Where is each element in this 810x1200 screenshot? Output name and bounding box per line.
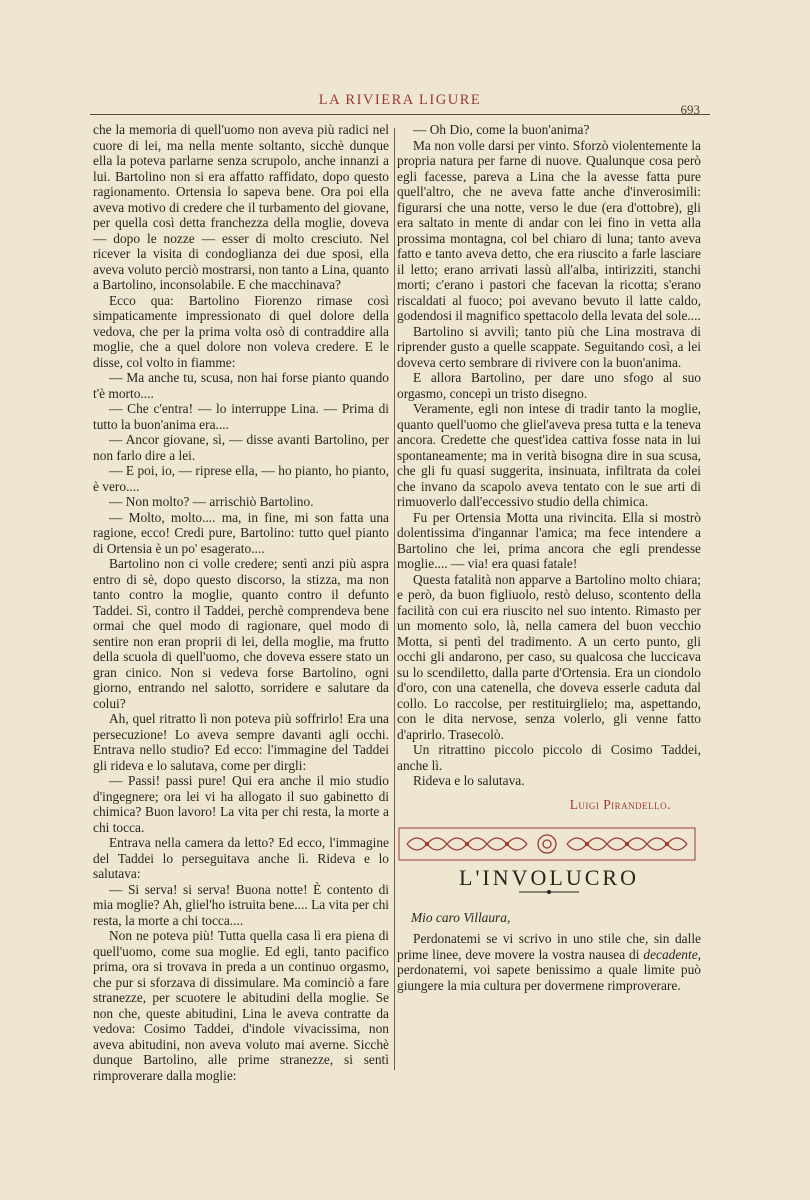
dialogue-line: — Passi! passi pure! Qui era anche il mio studio d'ingegnere; ora lei vi ha allogato il suo gabinetto di chimica? Buon lavoro! La vita per chi resta, la morte a chi tocca. (93, 773, 389, 835)
paragraph: Rideva e lo salutava. (413, 773, 525, 788)
text-run: Perdonatemi se vi scrivo in uno stile che, sin dalle prime linee, deve movere la vostra nausea di (397, 931, 701, 962)
dialogue-line: — Che c'entra! — lo interruppe Lina. — Prima di tutto la buon'anima era.... (93, 401, 389, 432)
paragraph (397, 931, 701, 993)
dialogue-line: — Si serva! si serva! Buona notte! È contento di mia moglie? Ah, gliel'ho istruita bene.... La vita per chi resta, la morte a chi tocca.... (93, 881, 389, 928)
paragraph: E allora Bartolino, per dare uno sfogo al suo orgasmo, concepì un tristo disegno. (397, 370, 701, 401)
dialogue-line: — Non molto? — arrischiò Bartolino. (109, 494, 314, 509)
paragraph: Bartolino si avvilì; tanto più che Lina mostrava di riprender gusto a quelle scappate. Seguitando così, a lei doveva certo sembrare di rivivere con la buon'anima. (397, 323, 701, 370)
paragraph: Bartolino non ci volle credere; sentì anzi più aspra entro di sè, dopo questo discorso, la stizza, ma non tanto contro la moglie, quanto contro il defunto Taddei. Sì, contro il Taddei, perchè comprendeva bene ormai che quel modo di ragionare, quel modo di sentire non eran proprii di lei, della moglie, ma frutto della scuola di quell'uomo, che doveva essere stato un gran cinico. Non si vedeva forse Bartolino, ogni giorno, entrando nel salotto, sorridere e salutare da colui? (93, 556, 389, 711)
italic-word: decadente, (643, 946, 701, 962)
author-signature: Luigi Pirandello. (569, 796, 671, 812)
page-header (90, 92, 710, 118)
paragraph: Un ritrattino piccolo piccolo di Cosimo Taddei, anche lì. (397, 742, 701, 773)
paragraph: Questa fatalità non apparve a Bartolino molto chiara; e però, da buon figliuolo, restò deluso, scontento della facilità con cui era riuscito nel suo intento. Rimasto per un momento solo, là, nella camera del buon vecchio Motta, si pentì del tradimento. A un certo punto, gli occhi gli andarono, per caso, su qualcosa che luccicava su lo scendiletto, dalla parte d'Ortensia. Era un ciondolo d'oro, con una catenella, che doveva esserle caduta dal collo. Lo raccolse, per restituirglielo; ma, aspettando, con le dita nervose, senza volerlo, gli venne fatto d'aprirlo. Trasecolò. (397, 571, 701, 742)
paragraph: Ah, quel ritratto lì non poteva più soffrirlo! Era una persecuzione! Lo aveva sempre davanti agli occhi. Entrava nello studio? Ed ecco: l'immagine del Taddei gli rideva e lo salutava, come per dirgli: (93, 711, 389, 773)
page-number: 693 (680, 102, 700, 117)
paragraph: Veramente, egli non intese di tradir tanto la moglie, quanto quell'uomo che gliel'aveva presa tutta e la teneva ancora. Credette che quest'idea cattiva fosse nata in lui spontaneamente; ma in verità bisogna dire in sua scusa, che gli fu quasi suggerita, insinuata, infiltrata da colei che invano da scapolo aveva tentato con le sue arti di rimuoverlo dall'eccessivo studio della chimica. (397, 401, 701, 509)
paragraph: Fu per Ortensia Motta una rivincita. Ella si mostrò dolentissima d'ingannar l'amica; ma fece intendere a Bartolino che lei, prima ancora che egli prendesse moglie.... — via! era quasi fatale! (397, 509, 701, 571)
dialogue-line: — Oh Dio, come la buon'anima? (413, 122, 590, 137)
paragraph: Ma non volle darsi per vinto. Sforzò violentemente la propria natura per farne di nuove. Qualunque cosa però egli facesse, pareva a Lina che la avesse fatta pure quell'altro, che ne aveva fatte anche d'inverosimili: figurarsi che una notte, verso le due (era d'ottobre), gli era saltato in mente di andar con lei fino in vetta alla prossima montagna, col bel chiaro di luna; tanto aveva fatto e tanto aveva detto, che era riuscito a farle lasciare il letto; erano arrivati lassù all'alba, intirizziti, stanchi morti; c'erano i pastori che facevan la ricotta; s'erano riscaldati al fuoco; poi avevano bevuto il latte caldo, godendosi il magnifico spettacolo della levata del sole.... (397, 137, 701, 323)
article-title: L'INVOLUCRO (459, 865, 639, 890)
journal-title: LA RIVIERA LIGURE (318, 92, 482, 108)
letter-salutation: Mio caro Villaura, (411, 909, 511, 925)
dialogue-line: — Ancor giovane, sì, — disse avanti Bartolino, per non farlo dire a lei. (93, 432, 389, 463)
paragraph: che la memoria di quell'uomo non aveva più radici nel cuore di lei, ma nella mente soltanto, sicchè dunque ella la poteva parlarne senza scrupolo, anche innanzi a lui. Bartolino non si era affatto raffidato, dopo questo ragionamento. Ortensia lo sapeva bene. Ora poi ella aveva motivo di credere che il turbamento del giovane, per quella così detta franchezza della moglie, doveva — dopo le nozze — esser di molto cresciuto. Nel ricever la visita di condoglianza dei due sposi, ella aveva voluto perciò mostrarsi, non tanto a Lina, quanto a Bartolino, inconsolabile. E che macchinava? (93, 122, 389, 292)
paragraph: Non ne poteva più! Tutta quella casa lì era piena di quell'uomo, come sua moglie. Ed egli, tanto pacifico prima, ora si trovava in preda a un continuo orgasmo, che pur si sforzava di dissimulare. Ma cominciò a fare stranezze, per scuotere le abitudini della moglie. Se non che, queste abitudini, Lina le aveva contratte da vedova: Cosimo Taddei, d'indole vivacissima, non aveva abitudini, non aveva voluto mai averne. Sicchè dunque Bartolino, alle prime stranezze, si sentì rimproverare dalla moglie: (93, 928, 389, 1083)
text-run: perdonatemi, voi sapete benissimo a quale limite può giungere la mia cultura per dovermene rimproverare. (397, 962, 701, 993)
column-divider (394, 128, 395, 1070)
right-column (397, 122, 701, 993)
dialogue-line: — Ma anche tu, scusa, non hai forse pianto quando t'è morto.... (93, 370, 389, 401)
paragraph: Entrava nella camera da letto? Ed ecco, l'immagine del Taddei lo perseguitava anche lì. Rideva e lo salutava: (93, 835, 389, 881)
dialogue-line: — Molto, molto.... ma, in fine, mi son fatta una ragione, ecco! Credi pure, Bartolino: tutto quel pianto di Ortensia è un po' esagerato.... (93, 509, 389, 556)
decorative-ornament-band (397, 824, 701, 864)
dialogue-line: — E poi, io, — riprese ella, — ho pianto, ho pianto, è vero.... (93, 463, 389, 494)
paragraph: Ecco qua: Bartolino Fiorenzo rimase così simpaticamente impressionato di quel dolore della vedova, che per la prima volta osò di contraddire alla moglie, che a quel dolore non voleva credere. E le disse, col volto in fiamme: (93, 292, 389, 370)
left-column (93, 122, 389, 1083)
header-rule (90, 114, 710, 115)
